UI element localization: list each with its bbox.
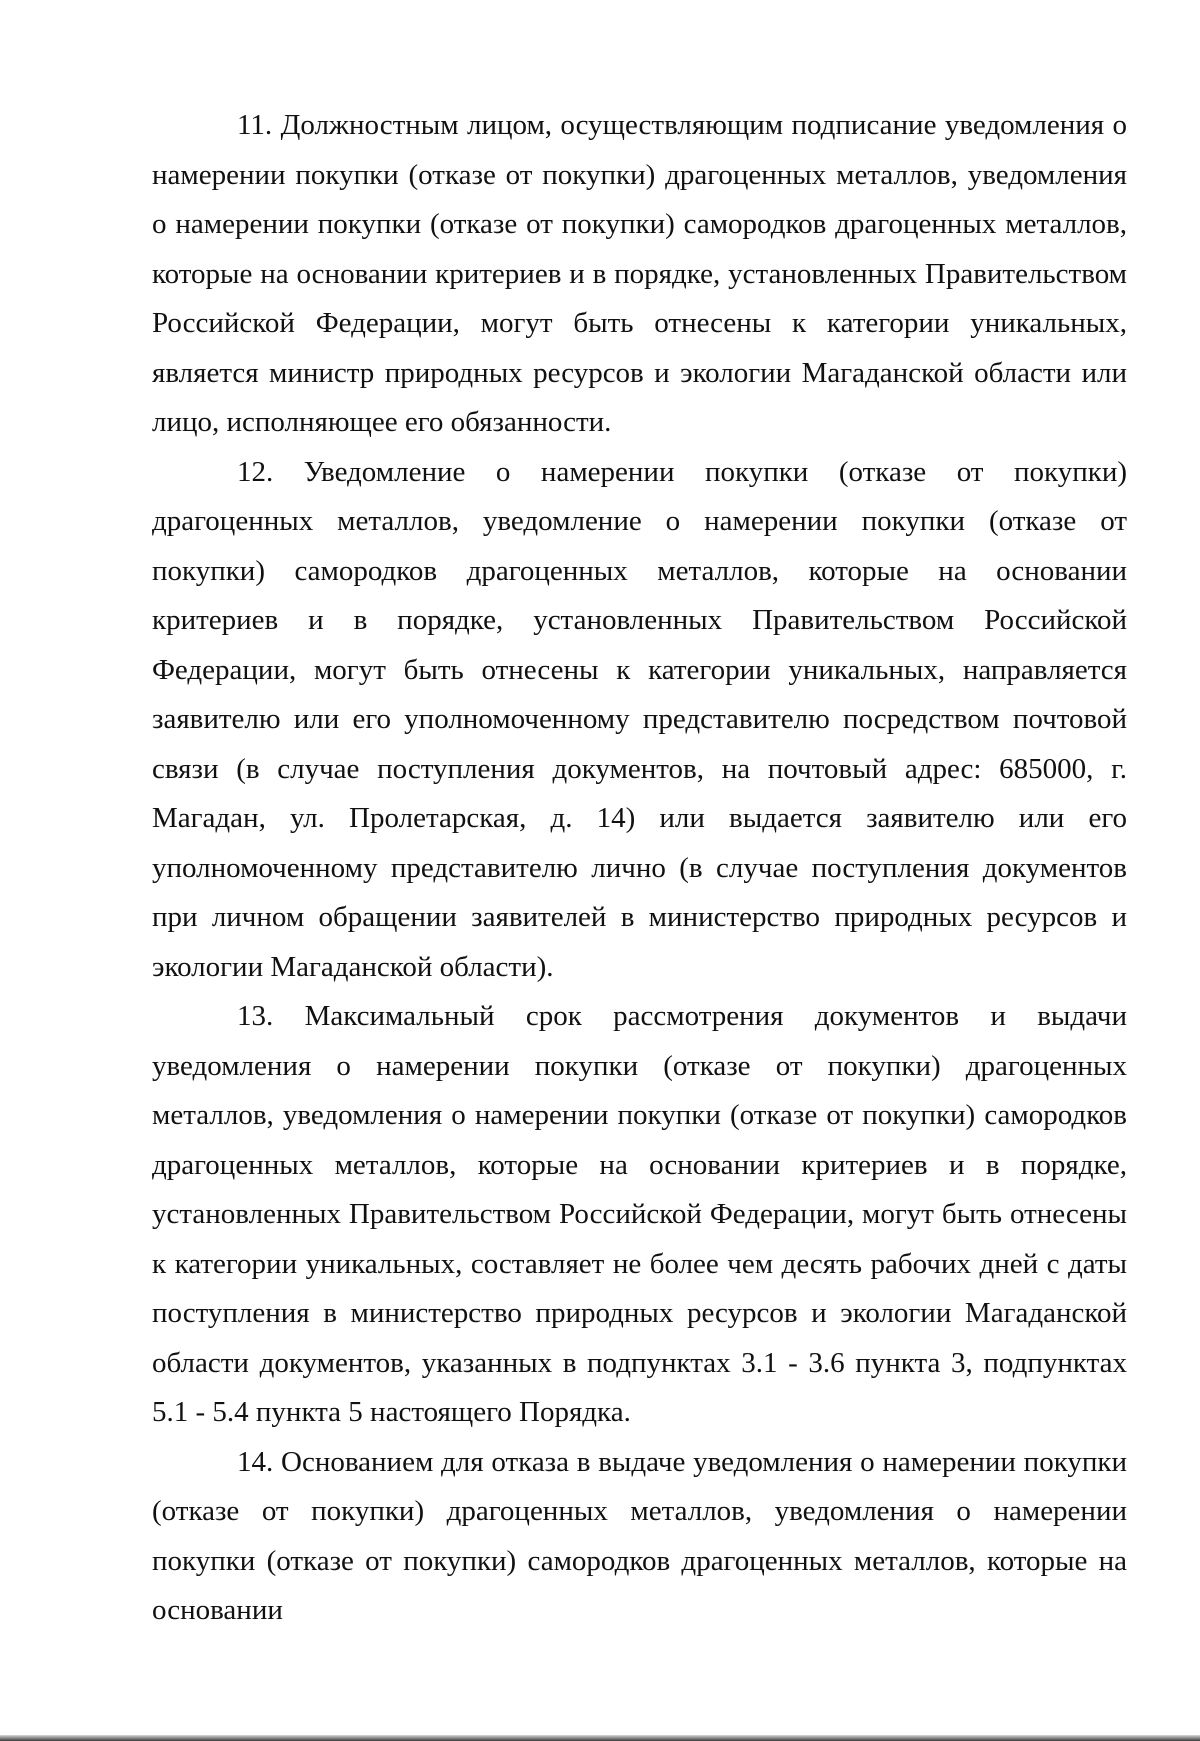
scan-bottom-edge: [0, 1735, 1200, 1741]
paragraph-number: 13.: [237, 1000, 274, 1032]
paragraph-number: 12.: [237, 455, 274, 488]
paragraph-number: 11.: [237, 109, 273, 141]
paragraph-text: Максимальный срок рассмотрения документов и выдачи уведомления о намерении покупки (отказе от покупки) драгоценных металлов, уведомления о намерении покупки (отказе от покупки) самородков драгоценных металлов, которые на основании критериев и в порядке, установленных Правительством Российской Федерации, могут быть отнесены к категории уникальных, составляет не более чем десять рабочих дней с даты поступления в министерство природных ресурсов и экологии Магаданской области документов, указанных в подпунктах 3.1 - 3.6 пункта 3, подпунктах 5.1 - 5.4 пункта 5 настоящего Порядка.: [152, 1000, 1127, 1428]
paragraph-text: Уведомление о намерении покупки (отказе от покупки) драгоценных металлов, уведомление о намерении покупки (отказе от покупки) самородков драгоценных металлов, которые на основании критериев и в порядке, установленных Правительством Российской Федерации, могут быть отнесены к категории уникальных, направляется заявителю или его уполномоченному представителю посредством почтовой связи (в случае поступления документов, на почтовый адрес: 685000, г. Магадан, ул. Пролетарская, д. 14) или выдается заявителю или его уполномоченному представителю лично (в случае поступления документов при личном обращении заявителей в министерство природных ресурсов и экологии Магаданской области).: [152, 455, 1127, 983]
paragraph-11: [152, 101, 1127, 448]
paragraph-text: Основанием для отказа в выдаче уведомления о намерении покупки (отказе от покупки) драгоценных металлов, уведомления о намерении покупки (отказе от покупки) самородков драгоценных металлов, которые на основании: [152, 1445, 1128, 1626]
paragraph-13: [152, 992, 1127, 1438]
paragraph-text: Должностным лицом, осуществляющим подписание уведомления о намерении покупки (отказе от покупки) драгоценных металлов, уведомления о намерении покупки (отказе от покупки) самородков драгоценных металлов, которые на основании критериев и в порядке, установленных Правительством Российской Федерации, могут быть отнесены к категории уникальных, является министр природных ресурсов и экологии Магаданской области или лицо, исполняющее его обязанности.: [152, 109, 1127, 438]
paragraph-14: [152, 1438, 1127, 1636]
paragraph-number: 14.: [237, 1445, 274, 1478]
paragraph-12: [152, 448, 1127, 993]
document-body: [152, 101, 1127, 1636]
